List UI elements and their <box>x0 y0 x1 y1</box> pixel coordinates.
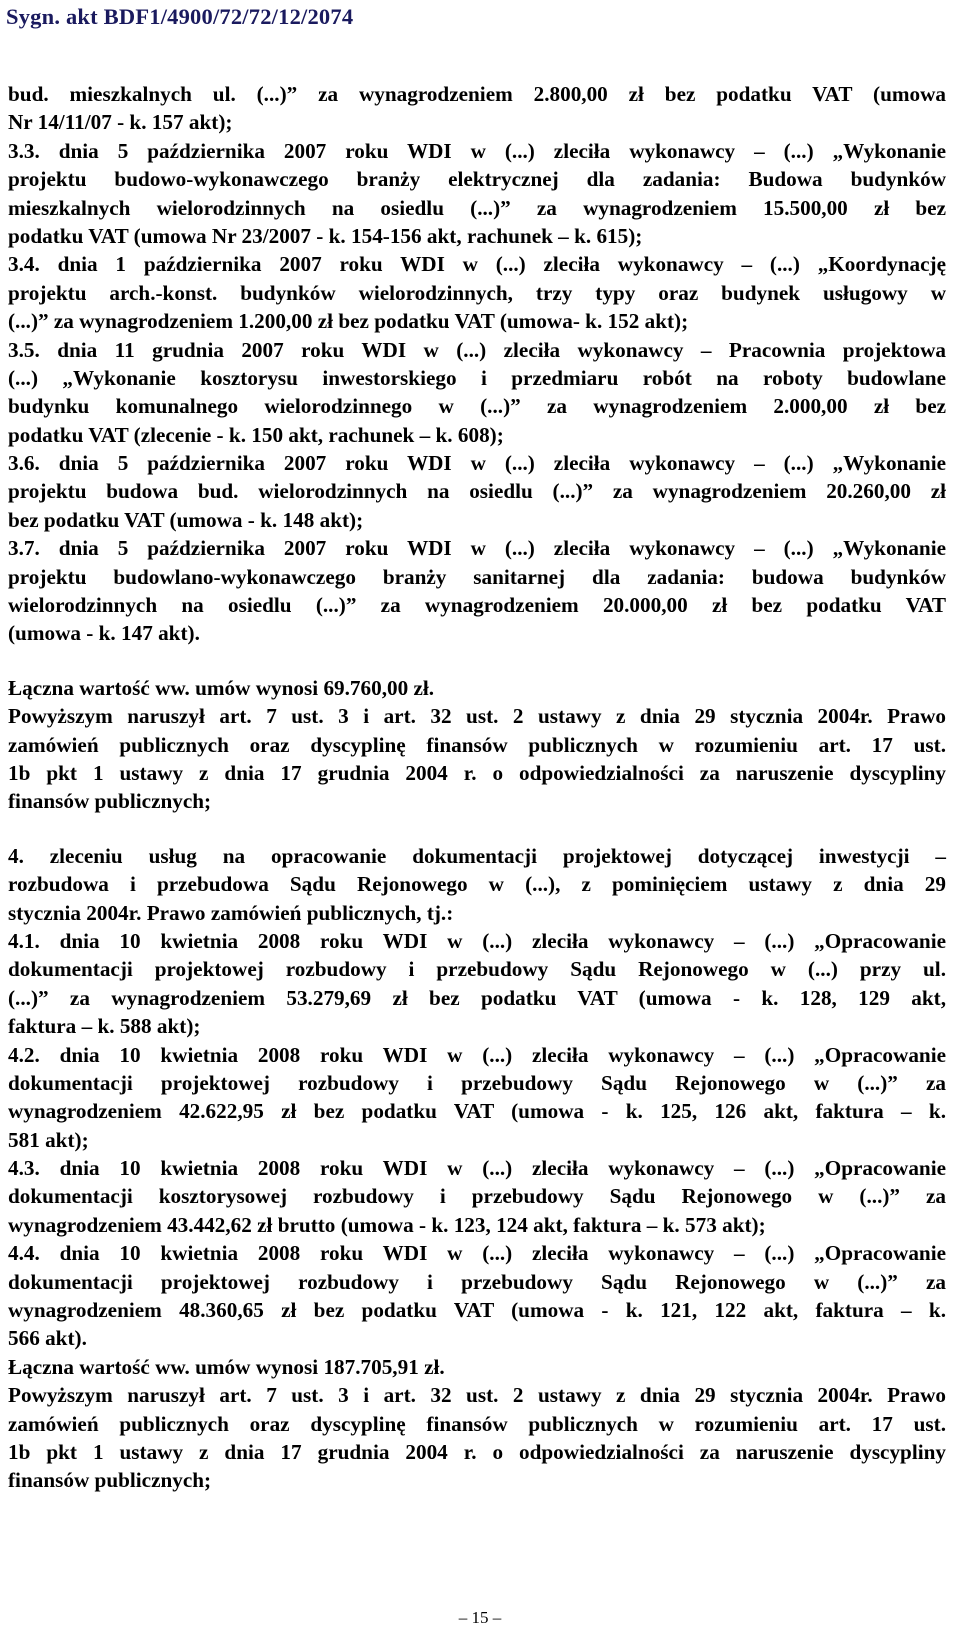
text-line: 1b pkt 1 ustawy z dnia 17 grudnia 2004 r. o odpowiedzialności za naruszenie dyscypliny <box>8 760 946 785</box>
text-line: 1b pkt 1 ustawy z dnia 17 grudnia 2004 r. o odpowiedzialności za naruszenie dyscypliny <box>8 1439 946 1464</box>
text-line: bez podatku VAT (umowa - k. 148 akt); <box>8 507 364 532</box>
text-line: Nr 14/11/07 - k. 157 akt); <box>8 110 233 135</box>
case-signature-header: Sygn. akt BDF1/4900/72/72/12/2074 <box>6 4 354 29</box>
text-line: projektu arch.-konst. budynków wielorodzinnych, trzy typy oraz budynek usługowy w <box>8 280 946 305</box>
text-line: zamówień publicznych oraz dyscyplinę finansów publicznych w rozumieniu art. 17 ust. <box>8 1411 946 1436</box>
text-line: 4.1. dnia 10 kwietnia 2008 roku WDI w (...) zleciła wykonawcy – (...) „Opracowanie <box>8 928 946 953</box>
text-line: budynku komunalnego wielorodzinnego w (...)” za wynagrodzeniem 2.000,00 zł bez <box>8 394 946 419</box>
paragraph-gap <box>8 816 946 842</box>
text-line: 3.3. dnia 5 października 2007 roku WDI w (...) zleciła wykonawcy – (...) „Wykonanie <box>8 138 946 163</box>
text-line: podatku VAT (umowa Nr 23/2007 - k. 154-156 akt, rachunek – k. 615); <box>8 223 643 248</box>
document-body <box>8 80 946 1495</box>
text-line: finansów publicznych; <box>8 789 212 814</box>
text-line: stycznia 2004r. Prawo zamówień publicznych, tj.: <box>8 900 454 925</box>
text-line: (...) „Wykonanie kosztorysu inwestorskiego i przedmiaru robót na roboty budowlane <box>8 365 946 390</box>
text-line: projektu budowlano-wykonawczego branży sanitarnej dla zadania: budowa budynków <box>8 564 946 589</box>
text-line: wielorodzinnych na osiedlu (...)” za wynagrodzeniem 20.000,00 zł bez podatku VAT <box>8 593 946 618</box>
text-line: finansów publicznych; <box>8 1468 212 1493</box>
text-line: 581 akt); <box>8 1127 89 1152</box>
text-line: dokumentacji projektowej rozbudowy i przebudowy Sądu Rejonowego w (...) przy ul. <box>8 957 946 982</box>
text-line: (umowa - k. 147 akt). <box>8 621 200 646</box>
text-line: 3.4. dnia 1 października 2007 roku WDI w (...) zleciła wykonawcy – (...) „Koordynację <box>8 252 946 277</box>
text-line: Łączna wartość ww. umów wynosi 69.760,00 zł. <box>8 675 435 700</box>
text-line: projektu budowa bud. wielorodzinnych na osiedlu (...)” za wynagrodzeniem 20.260,00 zł <box>8 479 946 504</box>
text-line: Powyższym naruszył art. 7 ust. 3 i art. 32 ust. 2 ustawy z dnia 29 stycznia 2004r. Prawo <box>8 1383 946 1408</box>
text-line: faktura – k. 588 akt); <box>8 1014 201 1039</box>
paragraph-gap <box>8 648 946 674</box>
text-line: (...)” za wynagrodzeniem 1.200,00 zł bez podatku VAT (umowa- k. 152 akt); <box>8 309 689 334</box>
text-line: 4. zleceniu usług na opracowanie dokumentacji projektowej dotyczącej inwestycji – <box>8 843 946 868</box>
text-line: zamówień publicznych oraz dyscyplinę finansów publicznych w rozumieniu art. 17 ust. <box>8 732 946 757</box>
text-line: 3.6. dnia 5 października 2007 roku WDI w (...) zleciła wykonawcy – (...) „Wykonanie <box>8 451 946 476</box>
text-line: mieszkalnych wielorodzinnych na osiedlu (...)” za wynagrodzeniem 15.500,00 zł bez <box>8 195 946 220</box>
text-line: 4.2. dnia 10 kwietnia 2008 roku WDI w (...) zleciła wykonawcy – (...) „Opracowanie <box>8 1042 946 1067</box>
text-line: 3.5. dnia 11 grudnia 2007 roku WDI w (...) zleciła wykonawcy – Pracownia projektowa <box>8 337 946 362</box>
text-line: 566 akt). <box>8 1326 87 1351</box>
text-line: rozbudowa i przebudowa Sądu Rejonowego w (...), z pominięciem ustawy z dnia 29 <box>8 872 946 897</box>
text-line: wynagrodzeniem 42.622,95 zł bez podatku VAT (umowa - k. 125, 126 akt, faktura – k. <box>8 1099 946 1124</box>
page-number: – 15 – <box>458 1608 502 1627</box>
text-line: 4.4. dnia 10 kwietnia 2008 roku WDI w (...) zleciła wykonawcy – (...) „Opracowanie <box>8 1241 946 1266</box>
text-line: 4.3. dnia 10 kwietnia 2008 roku WDI w (...) zleciła wykonawcy – (...) „Opracowanie <box>8 1156 946 1181</box>
text-line: Łączna wartość ww. umów wynosi 187.705,91 zł. <box>8 1354 445 1379</box>
text-line: (...)” za wynagrodzeniem 53.279,69 zł bez podatku VAT (umowa - k. 128, 129 akt, <box>8 985 946 1010</box>
text-line: projektu budowo-wykonawczego branży elektrycznej dla zadania: Budowa budynków <box>8 167 946 192</box>
text-line: dokumentacji kosztorysowej rozbudowy i przebudowy Sądu Rejonowego w (...)” za <box>8 1184 946 1209</box>
text-line: dokumentacji projektowej rozbudowy i przebudowy Sądu Rejonowego w (...)” za <box>8 1269 946 1294</box>
text-line: wynagrodzeniem 48.360,65 zł bez podatku VAT (umowa - k. 121, 122 akt, faktura – k. <box>8 1298 946 1323</box>
text-line: dokumentacji projektowej rozbudowy i przebudowy Sądu Rejonowego w (...)” za <box>8 1070 946 1095</box>
text-line: bud. mieszkalnych ul. (...)” za wynagrodzeniem 2.800,00 zł bez podatku VAT (umowa <box>8 82 946 106</box>
text-line: podatku VAT (zlecenie - k. 150 akt, rachunek – k. 608); <box>8 422 504 447</box>
text-line: Powyższym naruszył art. 7 ust. 3 i art. 32 ust. 2 ustawy z dnia 29 stycznia 2004r. Prawo <box>8 704 946 729</box>
text-line: wynagrodzeniem 43.442,62 zł brutto (umowa - k. 123, 124 akt, faktura – k. 573 akt); <box>8 1212 766 1237</box>
text-line: 3.7. dnia 5 października 2007 roku WDI w (...) zleciła wykonawcy – (...) „Wykonanie <box>8 536 946 561</box>
